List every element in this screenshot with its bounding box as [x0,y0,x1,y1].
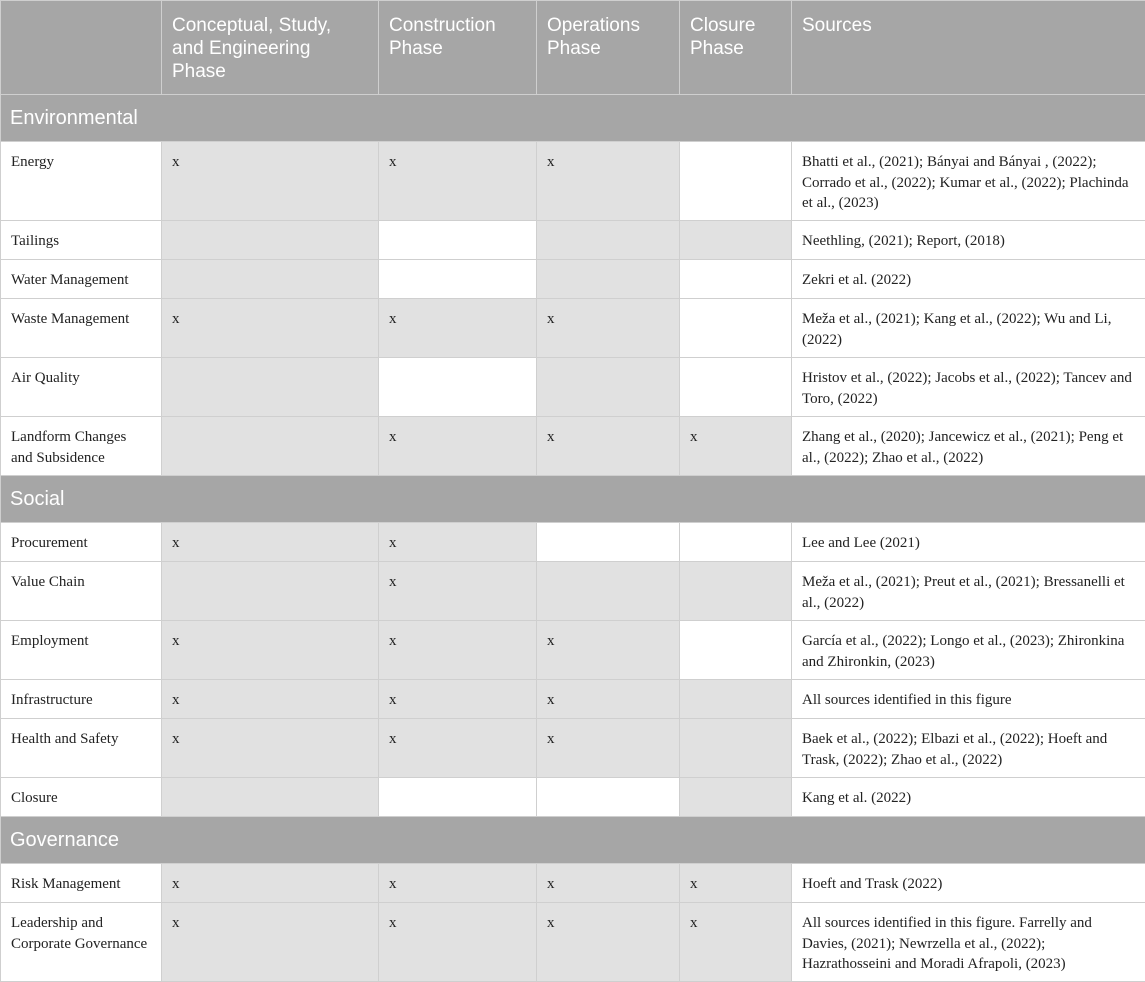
table-row [1,523,1145,562]
mark-cell [162,221,379,260]
table-row [1,142,1145,221]
mark-cell [379,260,537,299]
sources-cell: Lee and Lee (2021) [792,523,1145,562]
mark-cell [680,523,792,562]
mark-cell: x [680,903,792,982]
mark-cell [680,358,792,417]
factor-cell: Value Chain [1,562,162,621]
mark-cell [537,260,680,299]
factor-cell: Energy [1,142,162,221]
factor-cell: Waste Management [1,299,162,358]
table-row [1,221,1145,260]
mark-cell: x [162,903,379,982]
factor-cell: Risk Management [1,864,162,903]
sources-cell: Bhatti et al., (2021); Bányai and Bányai , (2022); Corrado et al., (2022); Kumar et al., (2022); Plachinda et al., (2023) [792,142,1145,221]
mark-cell: x [162,523,379,562]
mark-cell [680,299,792,358]
mark-cell: x [379,903,537,982]
mark-cell: x [162,864,379,903]
sources-cell: All sources identified in this figure. Farrelly and Davies, (2021); Newrzella et al., (2022); Hazrathosseini and Moradi Afrapoli, (2023) [792,903,1145,982]
mark-cell: x [379,523,537,562]
mark-cell: x [537,299,680,358]
mark-cell: x [379,299,537,358]
mark-cell [162,260,379,299]
mark-cell: x [537,621,680,680]
mark-cell [680,260,792,299]
table-row [1,417,1145,476]
mark-cell: x [537,864,680,903]
sources-cell: Neethling, (2021); Report, (2018) [792,221,1145,260]
section-title: Environmental [1,95,1145,142]
mark-cell [680,142,792,221]
sources-cell: Hristov et al., (2022); Jacobs et al., (2022); Tancev and Toro, (2022) [792,358,1145,417]
table-row [1,260,1145,299]
header-row [1,1,1145,95]
mark-cell [537,358,680,417]
sources-cell: Baek et al., (2022); Elbazi et al., (2022); Hoeft and Trask, (2022); Zhao et al., (2022) [792,719,1145,778]
mark-cell [537,523,680,562]
factor-cell: Infrastructure [1,680,162,719]
mark-cell [162,562,379,621]
mark-cell [537,778,680,817]
table-row [1,719,1145,778]
factor-cell: Procurement [1,523,162,562]
mark-cell: x [680,864,792,903]
header-sources: Sources [792,1,1145,95]
factor-cell: Landform Changes and Subsidence [1,417,162,476]
mark-cell: x [162,299,379,358]
mark-cell: x [379,680,537,719]
table-row [1,299,1145,358]
header-operations-phase: Operations Phase [537,1,680,95]
section-row-governance [1,817,1145,864]
mark-cell: x [379,621,537,680]
factor-cell: Health and Safety [1,719,162,778]
mark-cell: x [379,864,537,903]
mark-cell: x [379,142,537,221]
mark-cell: x [379,417,537,476]
mark-cell: x [162,680,379,719]
table-row [1,903,1145,982]
mark-cell [680,562,792,621]
section-title: Social [1,476,1145,523]
table-row [1,680,1145,719]
mark-cell [162,358,379,417]
section-row-environmental [1,95,1145,142]
mark-cell: x [379,719,537,778]
mark-cell [379,778,537,817]
sources-cell: Hoeft and Trask (2022) [792,864,1145,903]
sources-cell: Meža et al., (2021); Preut et al., (2021); Bressanelli et al., (2022) [792,562,1145,621]
mark-cell [537,221,680,260]
mark-cell: x [680,417,792,476]
factor-cell: Water Management [1,260,162,299]
mark-cell [680,719,792,778]
mark-cell: x [379,562,537,621]
mark-cell [680,621,792,680]
sources-cell: García et al., (2022); Longo et al., (2023); Zhironkina and Zhironkin, (2023) [792,621,1145,680]
factor-cell: Air Quality [1,358,162,417]
table-row [1,621,1145,680]
mark-cell: x [537,719,680,778]
mark-cell: x [537,142,680,221]
sources-cell: All sources identified in this figure [792,680,1145,719]
mark-cell: x [162,621,379,680]
header-closure-phase: Closure Phase [680,1,792,95]
mark-cell: x [537,680,680,719]
section-row-social [1,476,1145,523]
table-row [1,562,1145,621]
factor-cell: Tailings [1,221,162,260]
mark-cell [680,680,792,719]
sources-cell: Meža et al., (2021); Kang et al., (2022); Wu and Li, (2022) [792,299,1145,358]
factor-cell: Closure [1,778,162,817]
sources-cell: Zhang et al., (2020); Jancewicz et al., (2021); Peng et al., (2022); Zhao et al., (2022) [792,417,1145,476]
header-factor [1,1,162,95]
mark-cell: x [537,417,680,476]
mark-cell: x [162,142,379,221]
header-construction-phase: Construction Phase [379,1,537,95]
table-row [1,778,1145,817]
mark-cell [162,417,379,476]
mark-cell [680,221,792,260]
mark-cell [379,358,537,417]
mark-cell [537,562,680,621]
mark-cell [680,778,792,817]
factor-cell: Employment [1,621,162,680]
table-row [1,864,1145,903]
mark-cell: x [537,903,680,982]
mark-cell [379,221,537,260]
section-title: Governance [1,817,1145,864]
table-row [1,358,1145,417]
sources-cell: Zekri et al. (2022) [792,260,1145,299]
mark-cell [162,778,379,817]
sources-cell: Kang et al. (2022) [792,778,1145,817]
factor-cell: Leadership and Corporate Governance [1,903,162,982]
mark-cell: x [162,719,379,778]
header-conceptual-phase: Conceptual, Study, and Engineering Phase [162,1,379,95]
